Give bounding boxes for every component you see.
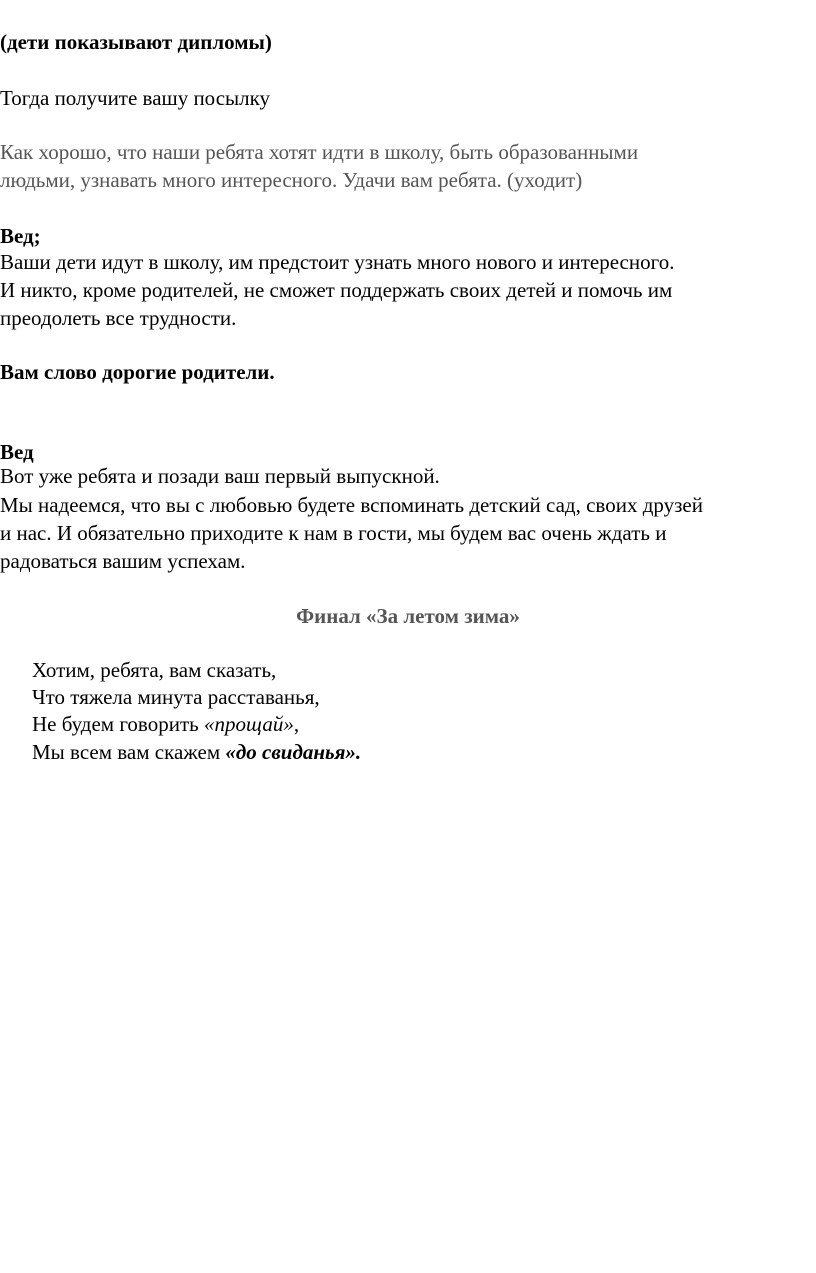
graduation-paragraph-line-4: радоваться вашим успехам. (0, 549, 246, 573)
graduation-paragraph-line-2: Мы надеемся, что вы с любовью будете вспоминать детский сад, своих друзей (0, 493, 703, 517)
graduation-paragraph-line-1: Вот уже ребята и позади ваш первый выпускной. (0, 464, 440, 488)
parents-paragraph-line-2: И никто, кроме родителей, не сможет поддержать своих детей и помочь им (0, 278, 673, 302)
poem-line-1: Хотим, ребята, вам сказать, (32, 658, 277, 682)
poem-line-4 (32, 738, 361, 766)
speaker-label-2: Вед (0, 440, 34, 464)
parcel-line: Тогда получите вашу посылку (0, 86, 271, 110)
poem-line-3-prefix: Не будем говорить (32, 712, 204, 736)
poem-line-3 (32, 710, 299, 738)
poem-line-2: Что тяжела минута расставанья, (32, 685, 320, 709)
poem-line-3-italic: «прощай» (203, 712, 294, 736)
speaker-label-1: Вед; (0, 224, 41, 248)
poem-line-4-prefix: Мы всем вам скажем (32, 740, 226, 764)
finale-heading: Финал «За летом зима» (296, 604, 520, 628)
parents-paragraph-line-3: преодолеть все трудности. (0, 306, 237, 330)
poem-line-3-suffix: , (293, 712, 300, 736)
stage-direction-diplomas: (дети показывают дипломы) (0, 30, 272, 54)
school-paragraph-line-1: Как хорошо, что наши ребята хотят идти в школу, быть образованными (0, 140, 639, 164)
school-paragraph-line-2: людьми, узнавать много интересного. Удачи вам ребята. (уходит) (0, 168, 583, 192)
parents-paragraph-line-1: Ваши дети идут в школу, им предстоит узнать много нового и интересного. (0, 250, 675, 274)
parents-word-line: Вам слово дорогие родители. (0, 360, 275, 384)
graduation-paragraph-line-3: и нас. И обязательно приходите к нам в гости, мы будем вас очень ждать и (0, 521, 667, 545)
poem-line-4-bold-italic: «до свиданья». (225, 740, 362, 764)
